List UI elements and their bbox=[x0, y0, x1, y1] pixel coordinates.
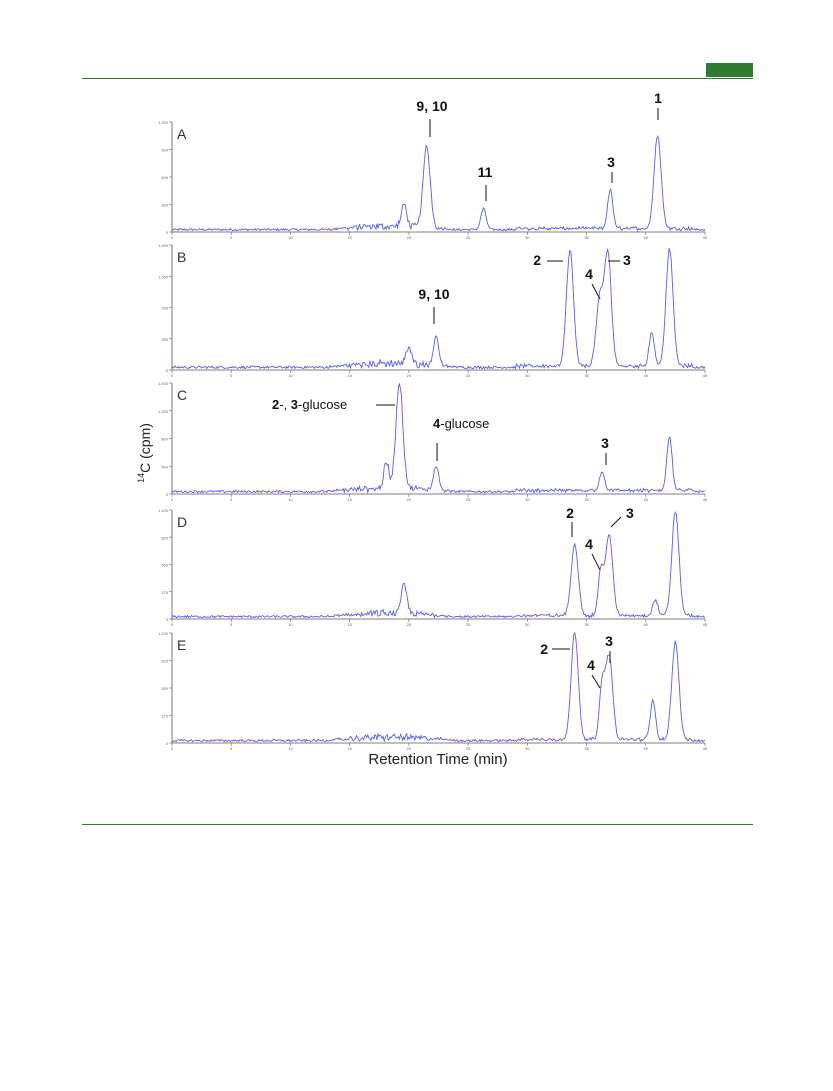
x-tick-label: 15 bbox=[347, 497, 352, 502]
peak-annotation-number: 3 bbox=[605, 633, 613, 649]
x-tick-label: 10 bbox=[288, 235, 293, 240]
x-tick-label: 0 bbox=[170, 622, 174, 627]
y-tick-label: 1,100 bbox=[157, 508, 168, 513]
y-tick-label: 600 bbox=[161, 175, 168, 180]
panel-b bbox=[158, 243, 708, 378]
peak-annotation bbox=[605, 633, 613, 649]
peak-annotation bbox=[587, 657, 595, 673]
peak-annotation-number: 9, 10 bbox=[416, 98, 448, 114]
y-tick-label: 1,200 bbox=[157, 120, 168, 125]
x-tick-label: 40 bbox=[643, 235, 649, 240]
x-tick-label: 45 bbox=[702, 373, 708, 378]
x-tick-label: 30 bbox=[525, 235, 530, 240]
peak-annotation bbox=[601, 435, 609, 451]
series-line bbox=[172, 384, 705, 493]
annotation-leader bbox=[611, 517, 621, 527]
y-tick-label: 1,050 bbox=[157, 274, 168, 280]
x-tick-label: 10 bbox=[288, 497, 293, 502]
x-tick-label: 5 bbox=[230, 497, 233, 502]
panel-letter: D bbox=[177, 514, 188, 530]
peak-annotation-suffix: -glucose bbox=[440, 416, 490, 431]
y-tick-label: 825 bbox=[161, 535, 168, 541]
peak-annotation bbox=[540, 641, 548, 657]
peak-annotation bbox=[416, 98, 447, 114]
x-tick-label: 10 bbox=[288, 622, 293, 627]
y-tick-label: 800 bbox=[161, 436, 168, 442]
peak-annotation bbox=[626, 505, 634, 521]
x-tick-label: 15 bbox=[347, 622, 352, 627]
y-tick-label: 1,100 bbox=[157, 631, 168, 636]
peak-annotation-number: 2 bbox=[533, 252, 541, 268]
x-tick-label: 40 bbox=[643, 746, 649, 751]
x-tick-label: 30 bbox=[525, 497, 530, 502]
peak-annotation bbox=[585, 266, 593, 282]
peak-annotation-suffix: -glucose bbox=[298, 397, 348, 412]
peak-annotation-number: 4 bbox=[587, 657, 595, 673]
y-tick-label: 300 bbox=[161, 202, 168, 208]
x-tick-label: 5 bbox=[230, 622, 233, 627]
x-tick-label: 0 bbox=[170, 746, 174, 751]
panel-letter: C bbox=[177, 387, 188, 403]
peak-annotation-number: 2 bbox=[272, 397, 280, 412]
series-line bbox=[172, 633, 705, 742]
peak-annotation bbox=[623, 252, 631, 268]
y-tick-label: 0 bbox=[165, 492, 168, 497]
x-tick-label: 25 bbox=[465, 746, 471, 751]
y-tick-label: 825 bbox=[161, 658, 168, 664]
annotation-leader bbox=[592, 675, 600, 688]
x-tick-label: 20 bbox=[406, 235, 412, 240]
x-tick-label: 45 bbox=[702, 746, 708, 751]
peak-annotation bbox=[272, 397, 347, 412]
panel-e bbox=[158, 631, 708, 751]
peak-annotation-number: 4 bbox=[433, 416, 441, 431]
y-tick-label: 400 bbox=[161, 464, 168, 470]
series-line bbox=[172, 512, 705, 617]
x-tick-label: 25 bbox=[465, 497, 471, 502]
y-tick-label: 0 bbox=[165, 230, 168, 235]
x-tick-label: 40 bbox=[643, 622, 649, 627]
peak-annotation-number: 2 bbox=[566, 505, 574, 521]
x-tick-label: 25 bbox=[465, 373, 471, 378]
y-tick-label: 1,400 bbox=[157, 243, 168, 248]
peak-annotation-suffix: -, bbox=[279, 397, 291, 412]
x-tick-label: 40 bbox=[643, 497, 649, 502]
peak-annotation bbox=[607, 154, 615, 170]
peak-annotation-number: 3 bbox=[623, 252, 631, 268]
panel-d bbox=[158, 505, 708, 627]
panel-c bbox=[158, 381, 708, 502]
y-tick-label: 0 bbox=[165, 617, 168, 622]
x-tick-label: 15 bbox=[347, 746, 352, 751]
y-tick-label: 900 bbox=[161, 147, 168, 153]
peak-annotation bbox=[585, 536, 593, 552]
x-tick-label: 25 bbox=[465, 622, 471, 627]
x-tick-label: 20 bbox=[406, 373, 412, 378]
x-tick-label: 20 bbox=[406, 622, 412, 627]
x-tick-label: 45 bbox=[702, 622, 708, 627]
x-tick-label: 5 bbox=[230, 746, 233, 751]
peak-annotation bbox=[478, 164, 493, 180]
y-tick-label: 275 bbox=[161, 589, 168, 595]
x-tick-label: 30 bbox=[525, 622, 530, 627]
peak-annotation bbox=[566, 505, 574, 521]
peak-annotation-number: 3 bbox=[290, 397, 299, 412]
y-tick-label: 350 bbox=[161, 336, 168, 342]
y-tick-label: 550 bbox=[161, 686, 168, 691]
y-tick-label: 0 bbox=[165, 368, 168, 373]
x-tick-label: 15 bbox=[347, 373, 352, 378]
peak-annotation bbox=[654, 90, 662, 106]
panel-a bbox=[158, 90, 708, 240]
peak-annotation-number: 3 bbox=[626, 505, 634, 521]
y-axis-label-superscript: 14 bbox=[136, 472, 146, 483]
x-tick-label: 40 bbox=[643, 373, 649, 378]
x-tick-label: 30 bbox=[525, 373, 530, 378]
x-tick-label: 35 bbox=[584, 622, 589, 627]
annotation-leader bbox=[592, 554, 600, 570]
x-tick-label: 0 bbox=[170, 235, 174, 240]
series-line bbox=[172, 136, 705, 231]
x-tick-label: 20 bbox=[406, 746, 412, 751]
x-tick-label: 10 bbox=[288, 746, 293, 751]
peak-annotation bbox=[418, 286, 449, 302]
x-tick-label: 20 bbox=[406, 497, 412, 502]
panel-letter: B bbox=[177, 249, 187, 265]
peak-annotation-number: 4 bbox=[585, 536, 593, 552]
x-tick-label: 0 bbox=[170, 373, 174, 378]
x-tick-label: 5 bbox=[230, 373, 233, 378]
x-tick-label: 35 bbox=[584, 746, 589, 751]
x-tick-label: 5 bbox=[230, 235, 233, 240]
x-tick-label: 25 bbox=[465, 235, 471, 240]
y-tick-label: 0 bbox=[165, 741, 168, 746]
y-axis-label-text: C (cpm) bbox=[137, 423, 153, 473]
x-tick-label: 30 bbox=[525, 746, 530, 751]
y-tick-label: 1,200 bbox=[157, 408, 168, 414]
x-tick-label: 15 bbox=[347, 235, 352, 240]
y-tick-label: 700 bbox=[161, 305, 168, 311]
peak-annotation bbox=[533, 252, 541, 268]
x-tick-label: 35 bbox=[584, 235, 589, 240]
panel-letter: E bbox=[177, 637, 187, 653]
y-tick-label: 550 bbox=[161, 562, 168, 568]
peak-annotation-number: 3 bbox=[601, 435, 609, 451]
x-tick-label: 10 bbox=[288, 373, 293, 378]
peak-annotation-number: 2 bbox=[540, 641, 548, 657]
panel-letter: A bbox=[177, 126, 187, 142]
peak-annotation-number: 1 bbox=[654, 90, 662, 106]
x-tick-label: 0 bbox=[170, 497, 174, 502]
x-axis-label: Retention Time (min) bbox=[368, 751, 508, 768]
peak-annotation-number: 4 bbox=[585, 266, 593, 282]
x-tick-label: 35 bbox=[584, 373, 589, 378]
y-tick-label: 275 bbox=[161, 713, 168, 719]
x-tick-label: 45 bbox=[702, 235, 708, 240]
x-tick-label: 35 bbox=[584, 497, 589, 502]
peak-annotation-number: 3 bbox=[607, 154, 615, 170]
y-axis-label bbox=[136, 423, 153, 483]
peak-annotation-number: 11 bbox=[477, 164, 493, 180]
peak-annotation bbox=[433, 416, 489, 431]
annotation-leader bbox=[592, 284, 600, 299]
x-tick-label: 45 bbox=[702, 497, 708, 502]
peak-annotation-number: 9, 10 bbox=[418, 286, 450, 302]
y-tick-label: 1,600 bbox=[157, 381, 168, 386]
